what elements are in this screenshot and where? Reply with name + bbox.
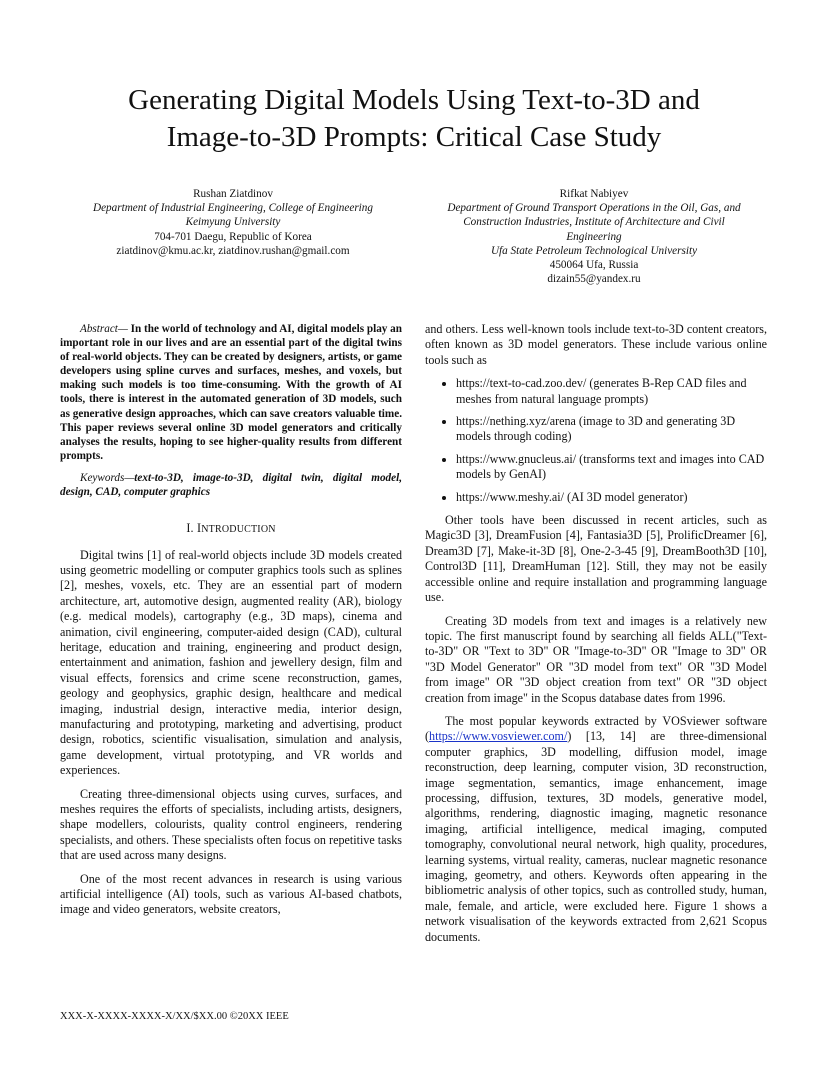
author-email: ziatdinov@kmu.ac.kr, ziatdinov.rushan@gmail.com [116,244,350,257]
title-line-2: Image-to-3D Prompts: Critical Case Study [166,121,662,153]
body-paragraph: Creating three-dimensional objects using curves, surfaces, and meshes requires the efforts of specialists, including artists, designers, shape modellers, colourists, quality control engineers, rendering specialists, and others. These specialists often focus on repetitive tasks that are used across many designs. [60,786,402,863]
list-item: • https://nething.xyz/arena (image to 3D and generating 3D models through coding) [456,414,767,445]
keywords-text: text-to-3D, image-to-3D, digital twin, digital model, design, CAD, computer graphics [60,471,402,499]
author-affiliation-line: Department of Industrial Engineering, College of Engineering [93,202,373,215]
right-column [425,322,767,953]
vosviewer-link[interactable]: https://www.vosviewer.com/ [429,729,568,744]
keywords-label: Keywords— [80,471,135,484]
body-paragraph: One of the most recent advances in research is using various artificial intelligence (AI) tools, such as various AI-based chatbots, image and video generators, website creators, [60,871,402,917]
author-address: 450064 Ufa, Russia [549,259,639,272]
author-address: 704-701 Daegu, Republic of Korea [154,230,312,243]
section-heading [60,521,402,537]
author-affiliation-line: Keimyung University [185,216,281,229]
copyright-footer: XXX-X-XXXX-XXXX-X/XX/$XX.00 ©20XX IEEE [60,1011,289,1022]
keywords [60,471,402,499]
vos-text-before: The most popular keywords extracted by VOSviewer software ( [425,713,767,744]
author-block-2 [414,187,774,286]
vos-text-after: ) [13, 14] are three-dimensional computer graphics, 3D modelling, diffusion model, image reconstruction, deep learning, computer vision, 3D reconstruction, image segmentation, semantics, image enhancement, image processing, diffusion, textures, 3D models, generative model, algorithms, rendering, diagnostic imaging, magnetic resonance imaging, artificial intelligence, medical imaging, computed tomography, convolutional neural network, high quality, procedures, learning systems, virtual reality, cameras, nuclear magnetic resonance imaging, geometry, and others. Keywords often appearing in the bibliometric analysis of other topics, such as controlled study, human, male, female, and article, were excluded here. Figure 1 shows a network visualisation of the keywords extracted from 2,621 Scopus documents. [425,729,767,944]
author-affiliation-line: Construction Industries, Institute of Architecture and Civil [463,216,725,229]
section-number: I. [186,521,194,536]
paper-title [40,82,788,156]
body-paragraph: Creating 3D models from text and images is a relatively new topic. The first manuscript found by searching all fields ALL("Text-to-3D" OR "Text to 3D" OR "Image-to-3D" OR "Image to 3D" OR "3D Model Generator" OR "3D model from text" OR "3D Model from image" OR "3D object creation from text" OR "3D object creation from image" in the Scopus database dates from 1996. [425,613,767,705]
author-email: dizain55@yandex.ru [547,273,641,286]
abstract [60,322,402,463]
left-column [60,322,402,926]
abstract-label: Abstract— [80,323,128,335]
section-title-rest: NTRODUCTION [201,524,276,536]
title-line-1: Generating Digital Models Using Text-to-3D and [128,84,700,116]
author-name: Rifkat Nabiyev [559,188,629,200]
list-item: • https://text-to-cad.zoo.dev/ (generates B-Rep CAD files and meshes from natural language prompts) [456,376,767,407]
tool-list [425,376,767,505]
body-paragraph [425,714,767,945]
author-affiliation-line: Engineering [566,230,622,243]
list-item: • https://www.meshy.ai/ (AI 3D model generator) [456,490,767,505]
author-affiliation-line: Ufa State Petroleum Technological University [490,244,698,257]
body-paragraph: Digital twins [1] of real-world objects include 3D models created using geometric modelling or computer graphics tools such as splines [2], meshes, voxels, etc. They are an essential part of modern architecture, art, automotive design, augmented reality (AR), biology (e.g. medical models), cartography (e.g., 3D maps), cinema and animation, civil engineering, computer-aided design (CAD), cultural heritage, education and training, engineering and product design, entertainment and animation, fashion and jewellery design, film and visual effects, forensics and crime scene reconstruction, games, geology and geophysics, graphic design, healthcare and medical imaging, industrial design, interactive media, interior design, manufacturing and prototyping, marketing and advertising, product design, robotics, scientific visualisation, simulation and analysis, game development, virtual prototyping, and VR worlds and experiences. [60,547,402,778]
author-block-1 [53,187,413,258]
section-first-letter: I [197,521,202,536]
body-paragraph: Other tools have been discussed in recent articles, such as Magic3D [3], DreamFusion [4], Fantasia3D [5], ProlificDreamer [6], Dream3D [7], Make-it-3D [8], One-2-3-45 [9], DreamBooth3D [10], Control3D [11], DreamHuman [12]. Still, they may not be easily accessible online and require installation and programming language use. [425,513,767,605]
body-paragraph: and others. Less well-known tools include text-to-3D content creators, often known as 3D model generators. These include various online tools such as [425,322,767,367]
abstract-text: In the world of technology and AI, digital models play an important role in our lives and are an essential part of the digital twins of real-world objects. They can be created by designers, artists, or game developers using spline curves and surfaces, meshes, and voxels, but making such models is too time-consuming. With the growth of AI tools, there is interest in the automated generation of 3D models, such as generative design approaches, which can save creators valuable time. This paper reviews several online 3D model generators and critically analyses the results, hoping to see higher-quality results from different prompts. [60,323,402,462]
author-affiliation-line: Department of Ground Transport Operations in the Oil, Gas, and [447,202,741,215]
author-name: Rushan Ziatdinov [193,188,273,200]
list-item: • https://www.gnucleus.ai/ (transforms text and images into CAD models by GenAI) [456,452,767,483]
